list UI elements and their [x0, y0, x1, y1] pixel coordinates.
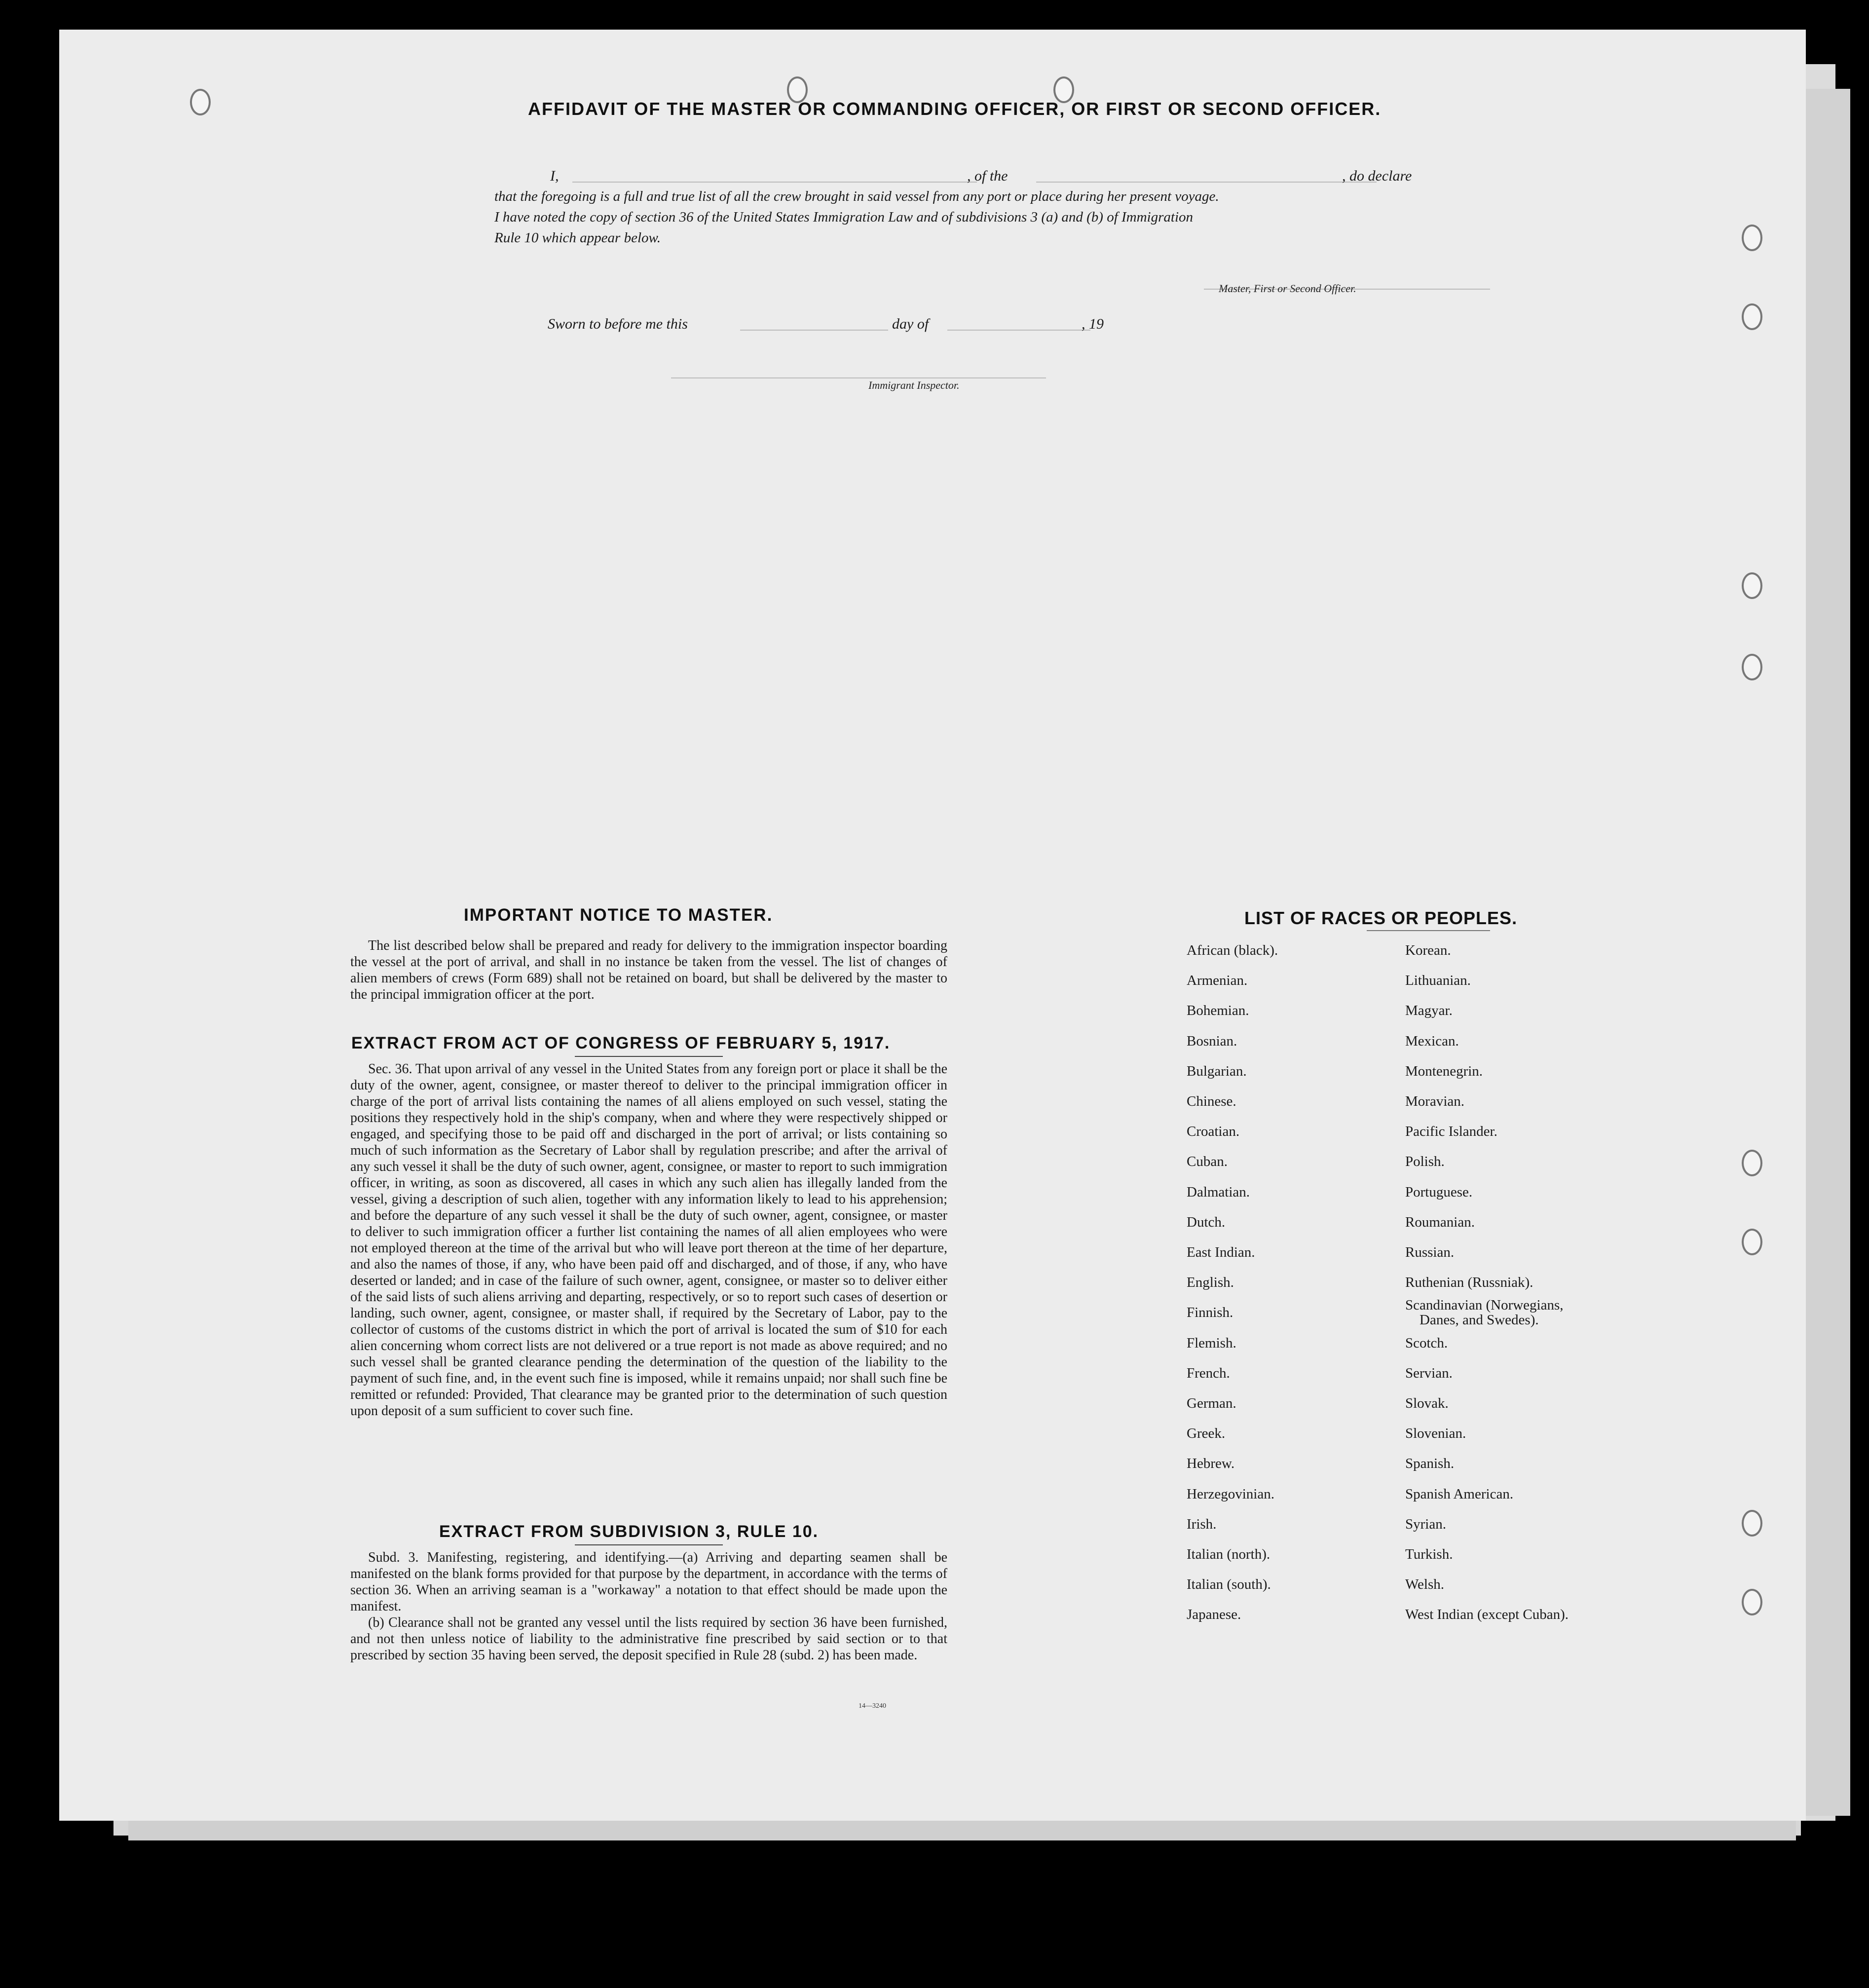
race-list-item: Lithuanian. — [1405, 973, 1471, 989]
affidavit-line-2: that the foregoing is a full and true list of all the crew brought in said vessel from any port or place during her present voyage. — [494, 188, 1219, 204]
race-list-item: Portuguese. — [1405, 1184, 1473, 1200]
binder-hole-icon — [1742, 1150, 1762, 1176]
title-underline — [575, 1056, 723, 1057]
race-list-item: Pacific Islander. — [1405, 1124, 1497, 1140]
race-list-item: Spanish American. — [1405, 1486, 1514, 1502]
affidavit-title: AFFIDAVIT OF THE MASTER OR COMMANDING OFFICER, OR FIRST OR SECOND OFFICER. — [528, 99, 1382, 119]
race-list-item: Roumanian. — [1405, 1214, 1475, 1230]
race-list-item: Polish. — [1405, 1154, 1445, 1170]
race-list-item: Greek. — [1187, 1425, 1226, 1442]
race-list-item: Syrian. — [1405, 1516, 1446, 1532]
race-list-item: Japanese. — [1187, 1607, 1241, 1623]
race-list-item: Korean. — [1405, 942, 1451, 958]
binder-hole-icon — [1742, 654, 1762, 680]
race-list-item: West Indian (except Cuban). — [1405, 1607, 1569, 1623]
act-extract-paragraph: Sec. 36. That upon arrival of any vessel in the United States from any foreign port or place it shall be the duty of the owner, agent, consignee, or master thereof to deliver to the principal immigration officer in charge of the port of arrival lists containing the names of all aliens employed on such vessel, stating the positions they respectively hold in the ship's company, when and where they were respectively shipped or engaged, and specifying those to be paid off and discharged in the port of arrival; or lists containing so much of such information as the Secretary of Labor shall by regulation prescribe; and after the arrival of any such vessel it shall be the duty of such owner, agent, consignee, or master to report to such immigration officer, in writing, as soon as discovered, all cases in which any such alien has illegally landed from the vessel, giving a description of such alien, together with any information likely to lead to his apprehension; and before the departure of any such vessel it shall be the duty of such owner, agent, consignee, or master to deliver to such immigration officer a further list containing the names of all alien employees who were not employed thereon at the time of the arrival but who will leave port thereon at the time of her departure, and also the names of those, if any, who have been paid off and discharged, and of those, if any, who have deserted or landed; and in case of the failure of such owner, agent, consignee, or master so to deliver either of the said lists of such aliens arriving and departing, respectively, or so to report such cases of desertion or landing, such owner, agent, consignee, or master shall, if required by the Secretary of Labor, pay to the collector of customs of the customs district in which the port of arrival is located the sum of $10 for each alien concerning whom correct lists are not delivered or a true report is not made as above required; and no such vessel shall be granted clearance pending the determination of the question of the liability to the payment of such fine, and, in the event such fine is imposed, while it remains unpaid; nor shall such fine be remitted or refunded: Provided, That clearance may be granted prior to the determination of such question upon deposit of a sum sufficient to cover such fine. — [350, 1061, 947, 1419]
act-extract-title: EXTRACT FROM ACT OF CONGRESS OF FEBRUARY 5, 1917. — [351, 1034, 891, 1052]
affidavit-do-declare-label: , do declare — [1342, 168, 1412, 184]
race-list-item: East Indian. — [1187, 1244, 1255, 1260]
rule-extract-text — [350, 1549, 947, 1663]
race-list-item: Scandinavian (Norwegians, Danes, and Swedes). — [1405, 1297, 1564, 1328]
title-underline — [1367, 930, 1490, 931]
name-blank-line — [572, 182, 977, 183]
binder-hole-icon — [1742, 1589, 1762, 1615]
affidavit-line-3: I have noted the copy of section 36 of the United States Immigration Law and of subdivisions 3 (a) and (b) of Immigration — [494, 209, 1194, 225]
race-list-item: Dalmatian. — [1187, 1184, 1250, 1200]
day-blank-line — [740, 330, 888, 331]
race-list-item: Cuban. — [1187, 1154, 1228, 1170]
year-label: , 19 — [1082, 316, 1104, 332]
race-list-item: Irish. — [1187, 1516, 1217, 1532]
race-list-item: Croatian. — [1187, 1124, 1240, 1140]
rule-paragraph-b: (b) Clearance shall not be granted any vessel until the lists required by section 36 have been furnished, and not then unless notice of liability to the administrative fine prescribed by said section or to that prescribed by section 35 having been served, the deposit specified in Rule 28 (subd. 2) has been made. — [350, 1615, 947, 1663]
inspector-signature-line — [671, 377, 1046, 378]
race-list-item: Italian (north). — [1187, 1546, 1271, 1562]
race-list-item: African (black). — [1187, 942, 1278, 958]
day-of-label: day of — [892, 316, 929, 332]
race-list-item: Servian. — [1405, 1365, 1453, 1381]
race-list-item: Bosnian. — [1187, 1033, 1237, 1049]
race-list-item: Welsh. — [1405, 1576, 1445, 1593]
binder-hole-icon — [1742, 572, 1762, 599]
affidavit-i-label: I, — [550, 168, 559, 184]
inspector-caption: Immigrant Inspector. — [868, 379, 960, 391]
binder-hole-icon — [1742, 1510, 1762, 1537]
notice-paragraph: The list described below shall be prepared and ready for delivery to the immigration inspector boarding the vessel at the port of arrival, and shall in no instance be taken from the vessel. The list of changes of alien members of crews (Form 689) shall not be retained on board, but shall be delivered by the master to the principal immigration officer at the port. — [350, 938, 947, 1002]
signature-caption: Master, First or Second Officer. — [1219, 282, 1356, 295]
act-extract-text — [350, 1061, 947, 1419]
notice-text — [350, 938, 947, 1003]
race-list-item: Mexican. — [1405, 1033, 1459, 1049]
race-list-item: Bohemian. — [1187, 1003, 1249, 1019]
race-list-item: Spanish. — [1405, 1456, 1455, 1472]
month-blank-line — [947, 330, 1090, 331]
title-underline — [575, 1544, 723, 1545]
race-list-item: English. — [1187, 1275, 1234, 1291]
document-page — [59, 30, 1806, 1821]
race-list-item: Turkish. — [1405, 1546, 1453, 1562]
race-list-item: Finnish. — [1187, 1305, 1234, 1321]
binder-hole-icon — [190, 89, 211, 115]
binder-hole-icon — [1742, 303, 1762, 330]
race-list-item: Hebrew. — [1187, 1456, 1235, 1472]
race-list-item: Moravian. — [1405, 1093, 1464, 1109]
binder-hole-icon — [1742, 1229, 1762, 1255]
race-list-item: Armenian. — [1187, 973, 1248, 989]
rule-paragraph-a: Subd. 3. Manifesting, registering, and identifying.—(a) Arriving and departing seamen shall be manifested on the blank forms provided for that purpose by the department, in accordance with the terms of section 36. When an arriving seaman is a "workaway" a notation to that effect should be made upon the manifest. — [350, 1550, 947, 1614]
race-list-item: Montenegrin. — [1405, 1063, 1483, 1079]
race-list-item: Herzegovinian. — [1187, 1486, 1274, 1502]
form-number: 14—3240 — [859, 1702, 886, 1710]
race-list-item: French. — [1187, 1365, 1230, 1381]
races-title: LIST OF RACES OR PEOPLES. — [1244, 908, 1518, 928]
vessel-blank-line — [1036, 182, 1377, 183]
binder-hole-icon — [1742, 225, 1762, 251]
notice-title: IMPORTANT NOTICE TO MASTER. — [464, 905, 773, 925]
race-list-item: Ruthenian (Russniak). — [1405, 1275, 1533, 1291]
race-list-item: German. — [1187, 1395, 1236, 1411]
race-list-item: Flemish. — [1187, 1335, 1236, 1351]
rule-extract-title: EXTRACT FROM SUBDIVISION 3, RULE 10. — [439, 1522, 819, 1541]
affidavit-line-4: Rule 10 which appear below. — [494, 230, 661, 246]
race-list-item: Magyar. — [1405, 1003, 1453, 1019]
race-list-item: Russian. — [1405, 1244, 1455, 1260]
race-list-item: Slovak. — [1405, 1395, 1449, 1411]
race-list-item: Slovenian. — [1405, 1425, 1466, 1442]
sworn-label: Sworn to before me this — [548, 316, 688, 332]
race-list-item: Italian (south). — [1187, 1576, 1271, 1593]
race-list-item: Chinese. — [1187, 1093, 1236, 1109]
race-list-item: Bulgarian. — [1187, 1063, 1247, 1079]
race-list-item: Scotch. — [1405, 1335, 1448, 1351]
affidavit-of-the-label: , of the — [967, 168, 1008, 184]
race-list-item: Dutch. — [1187, 1214, 1226, 1230]
